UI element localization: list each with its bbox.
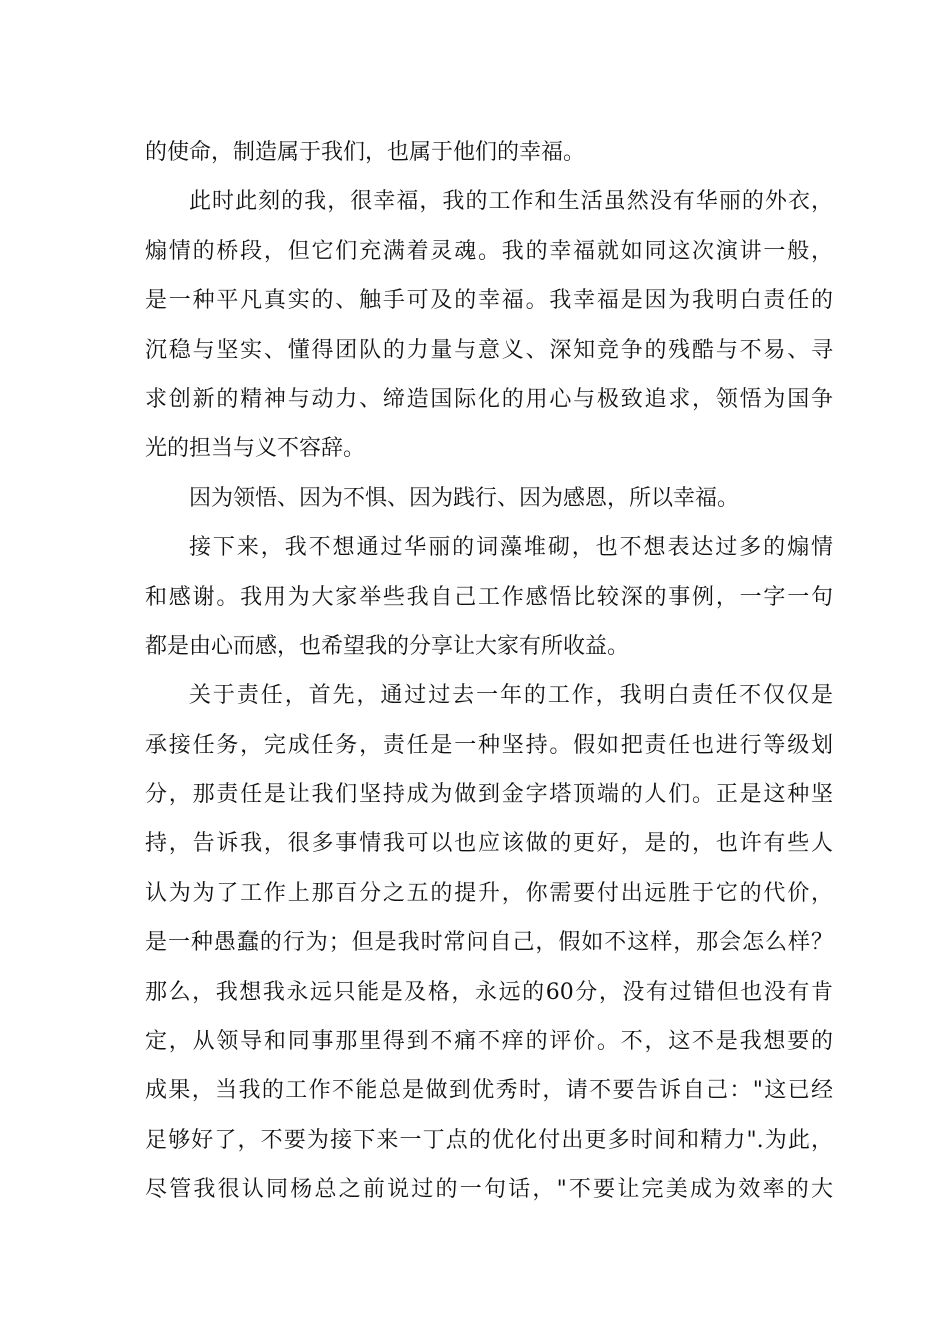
text-line-9: 接下来，我不想通过华丽的词藻堆砌，也不想表达过多的煽情	[189, 535, 833, 561]
text-line-12: 关于责任，首先，通过过去一年的工作，我明白责任不仅仅是	[189, 683, 833, 709]
text-line-17: 是一种愚蠢的行为；但是我时常问自己，假如不这样，那会怎么样？	[145, 930, 833, 956]
text-line-14: 分，那责任是让我们坚持成为做到金字塔顶端的人们。正是这种坚	[145, 782, 833, 808]
text-line-3: 煽情的桥段，但它们充满着灵魂。我的幸福就如同这次演讲一般，	[145, 238, 833, 264]
text-line-2: 此时此刻的我，很幸福，我的工作和生活虽然没有华丽的外衣，	[189, 189, 833, 215]
text-line-22: 尽管我很认同杨总之前说过的一句话，"不要让完美成为效率的大	[145, 1177, 833, 1203]
text-line-16: 认为为了工作上那百分之五的提升，你需要付出远胜于它的代价，	[145, 880, 833, 906]
text-line-1: 的使命，制造属于我们，也属于他们的幸福。	[145, 140, 586, 165]
text-line-10: 和感谢。我用为大家举些我自己工作感悟比较深的事例，一字一句	[145, 584, 833, 610]
text-line-5: 沉稳与坚实、懂得团队的力量与意义、深知竞争的残酷与不易、寻	[145, 337, 833, 363]
text-line-6: 求创新的精神与动力、缔造国际化的用心与极致追求，领悟为国争	[145, 386, 833, 412]
text-line-18: 那么，我想我永远只能是及格，永远的60分，没有过错但也没有肯	[145, 979, 833, 1005]
text-line-4: 是一种平凡真实的、触手可及的幸福。我幸福是因为我明白责任的	[145, 288, 833, 314]
text-line-21: 足够好了，不要为接下来一丁点的优化付出更多时间和精力".为此，	[145, 1127, 833, 1153]
text-line-13: 承接任务，完成任务，责任是一种坚持。假如把责任也进行等级划	[145, 732, 833, 758]
text-line-20: 成果，当我的工作不能总是做到优秀时，请不要告诉自己："这已经	[145, 1078, 833, 1104]
text-line-7: 光的担当与义不容辞。	[145, 436, 366, 462]
text-line-19: 定，从领导和同事那里得到不痛不痒的评价。不，这不是我想要的	[145, 1029, 833, 1055]
text-line-15: 持，告诉我，很多事情我可以也应该做的更好，是的，也许有些人	[145, 831, 833, 857]
text-line-11: 都是由心而感，也希望我的分享让大家有所收益。	[145, 633, 630, 659]
body-text	[145, 128, 833, 1215]
text-line-8: 因为领悟、因为不惧、因为践行、因为感恩，所以幸福。	[189, 485, 740, 511]
